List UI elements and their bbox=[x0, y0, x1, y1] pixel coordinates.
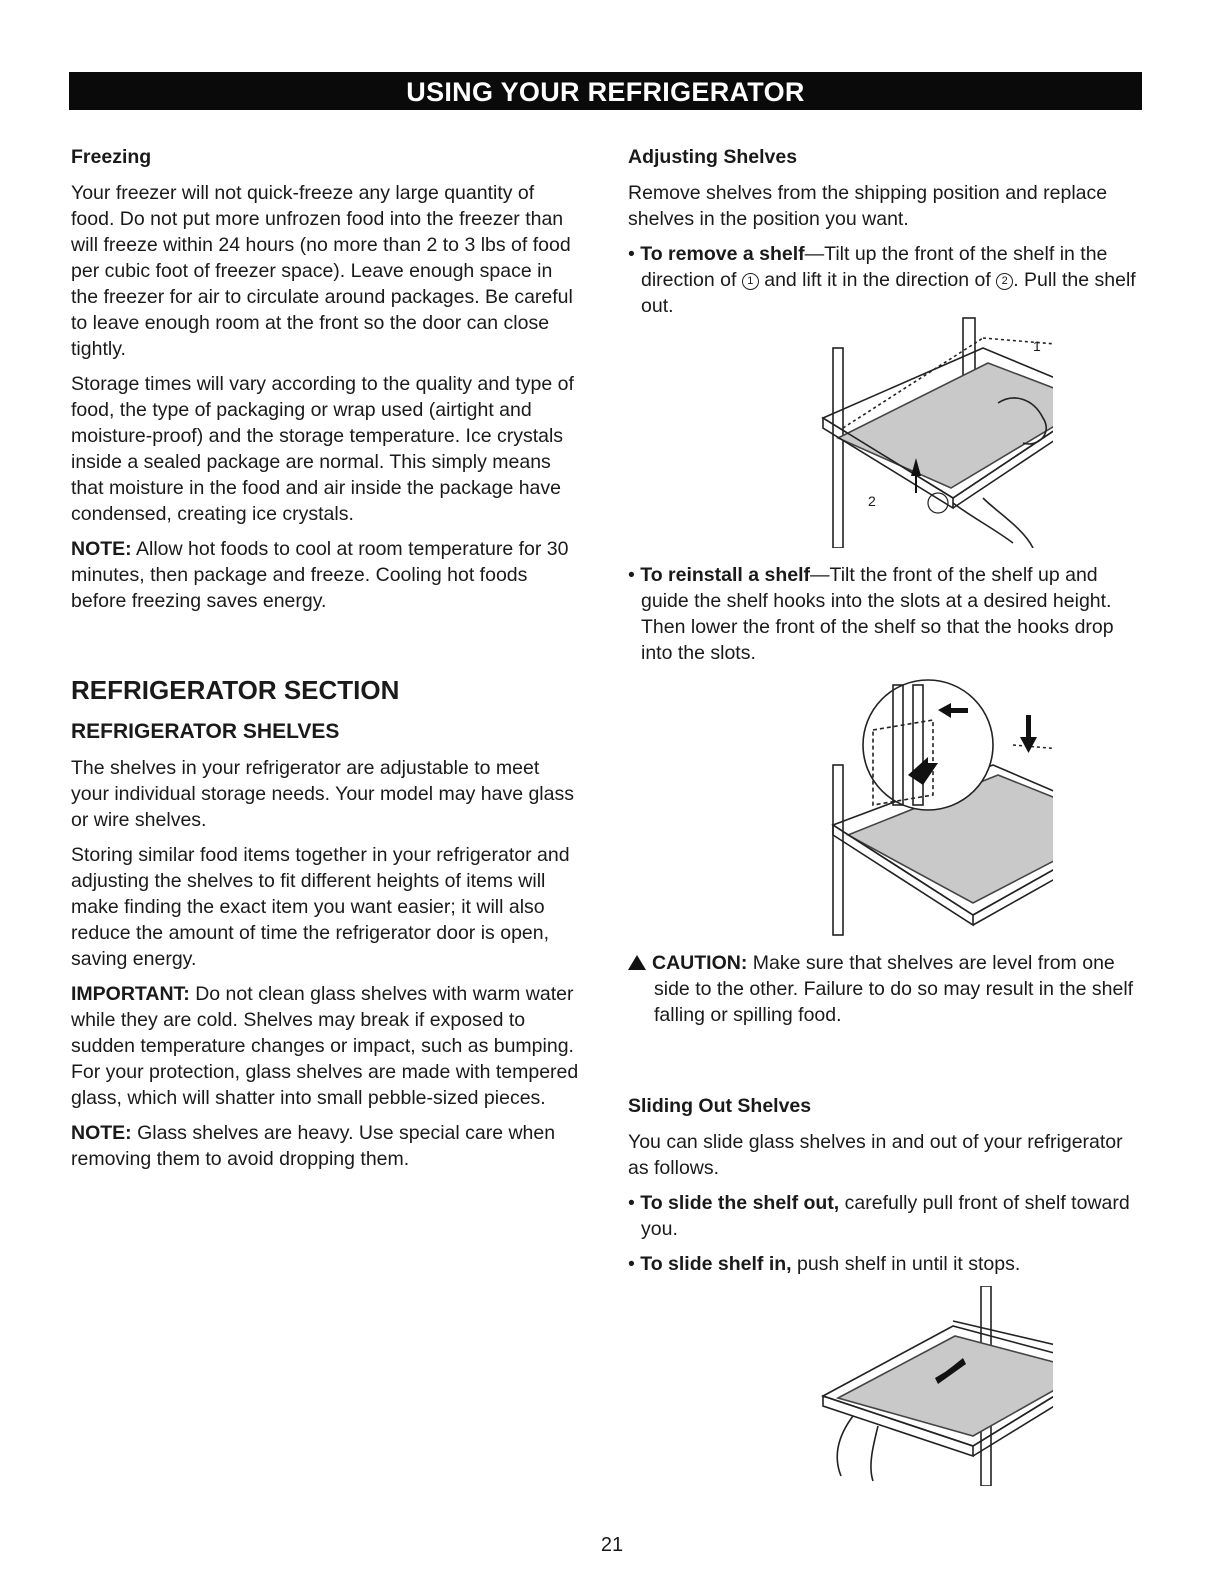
note-label: NOTE: bbox=[71, 1122, 132, 1144]
slide-out-label: To slide the shelf out, bbox=[640, 1192, 840, 1214]
rear-rail bbox=[833, 348, 843, 548]
important-text: Do not clean glass shelves with warm water while they are cold. Shelves may break if exposed to sudden temperature changes or impact, such as bumping. For your protection, glass shelves are made with tempered glass, which will shatter into small pebble-sized pieces. bbox=[71, 983, 579, 1109]
freezing-note bbox=[71, 536, 581, 614]
warning-triangle-icon bbox=[628, 955, 646, 970]
left-column bbox=[71, 144, 581, 1181]
adjusting-shelves-heading: Adjusting Shelves bbox=[628, 146, 798, 168]
slide-in-instruction: • To slide shelf in, push shelf in until it stops. bbox=[628, 1253, 1021, 1275]
arrow-down-icon bbox=[1020, 715, 1037, 753]
remove-shelf-illustration bbox=[723, 308, 1053, 548]
slide-shelf-illustration bbox=[723, 1286, 1053, 1486]
slide-in-label: To slide shelf in, bbox=[640, 1253, 792, 1275]
refrigerator-section-heading: REFRIGERATOR SECTION bbox=[71, 675, 400, 705]
detail-magnifier bbox=[863, 680, 993, 810]
right-column bbox=[628, 144, 1148, 1486]
freezing-heading: Freezing bbox=[71, 146, 152, 168]
important-label: IMPORTANT: bbox=[71, 983, 190, 1005]
circled-number-1: 1 bbox=[742, 273, 759, 290]
shelves-paragraph-2: Storing similar food items together in your refrigerator and adjusting the shelves to fit different heights of items will make finding the exact item you want easier; it will also reduce the amount of time the refrigerator door is open, saving energy. bbox=[71, 844, 570, 970]
note-label: NOTE: bbox=[71, 538, 132, 560]
reinstall-shelf-label: To reinstall a shelf bbox=[640, 564, 811, 586]
slide-out-instruction: • To slide the shelf out, carefully pull front of shelf toward you. bbox=[628, 1192, 1130, 1240]
slide-out-text: carefully pull front of shelf toward you. bbox=[641, 1192, 1130, 1240]
figure-label-1: 1 bbox=[1033, 338, 1041, 354]
caution-text: Make sure that shelves are level from one side to the other. Failure to do so may result in the shelf falling or spilling food. bbox=[654, 952, 1134, 1026]
reinstall-shelf-instruction: • To reinstall a shelf—Tilt the front of the shelf up and guide the shelf hooks into the slots at a desired height. Then lower the front of the shelf so that the hooks drop into the slots. bbox=[628, 564, 1114, 664]
side-rail bbox=[833, 765, 843, 935]
caution-note bbox=[628, 950, 1148, 1028]
important-note bbox=[71, 981, 581, 1111]
sliding-shelves-heading: Sliding Out Shelves bbox=[628, 1095, 812, 1117]
remove-shelf-label: To remove a shelf bbox=[640, 243, 805, 265]
glass-note bbox=[71, 1120, 581, 1172]
refrigerator-shelves-heading: REFRIGERATOR SHELVES bbox=[71, 720, 340, 743]
shelves-paragraph-1: The shelves in your refrigerator are adjustable to meet your individual storage needs. Your model may have glass or wire shelves. bbox=[71, 757, 574, 831]
sliding-paragraph: You can slide glass shelves in and out of your refrigerator as follows. bbox=[628, 1131, 1123, 1179]
circled-number-2: 2 bbox=[996, 273, 1013, 290]
adjusting-paragraph: Remove shelves from the shipping position and replace shelves in the position you want. bbox=[628, 182, 1108, 230]
note-text: Glass shelves are heavy. Use special care when removing them to avoid dropping them. bbox=[71, 1122, 556, 1170]
slide-in-text: push shelf in until it stops. bbox=[791, 1253, 1021, 1275]
page-number: 21 bbox=[600, 1534, 624, 1556]
freezing-paragraph-2: Storage times will vary according to the quality and type of food, the type of packaging or wrap used (airtight and moisture-proof) and the storage temperature. Ice crystals inside a sealed package are normal. This simply means that moisture in the food and air inside the package have condensed, creating ice crystals. bbox=[71, 373, 574, 525]
caution-label: CAUTION: bbox=[652, 952, 748, 974]
reinstall-text: —Tilt the front of the shelf up and guide the shelf hooks into the slots at a desired height. Then lower the front of the shelf so that the hooks drop into the slots. bbox=[641, 564, 1114, 664]
note-text: Allow hot foods to cool at room temperature for 30 minutes, then package and freeze. Cooling hot foods before freezing saves energy. bbox=[71, 538, 569, 612]
reinstall-shelf-illustration bbox=[723, 675, 1053, 940]
page-header-banner: USING YOUR REFRIGERATOR bbox=[69, 72, 1142, 110]
remove-text-a: —Tilt up the front of the shelf in the direction of bbox=[641, 243, 1108, 291]
remove-text-c: . Pull the shelf out. bbox=[641, 269, 1136, 317]
figure-label-2: 2 bbox=[868, 493, 876, 509]
remove-text-b: and lift it in the direction of bbox=[758, 269, 997, 291]
remove-shelf-instruction: • To remove a shelf—Tilt up the front of the shelf in the direction of 1 and lift it in the direction of 2 . Pull the shelf out. bbox=[628, 243, 1136, 317]
freezing-paragraph-1: Your freezer will not quick-freeze any large quantity of food. Do not put more unfrozen food into the freezer than will freeze within 24 hours (no more than 2 to 3 lbs of food per cubic foot of freezer space). Leave enough space in the freezer for air to circulate around packages. Be careful to leave enough room at the front so the door can close tightly. bbox=[71, 182, 573, 360]
